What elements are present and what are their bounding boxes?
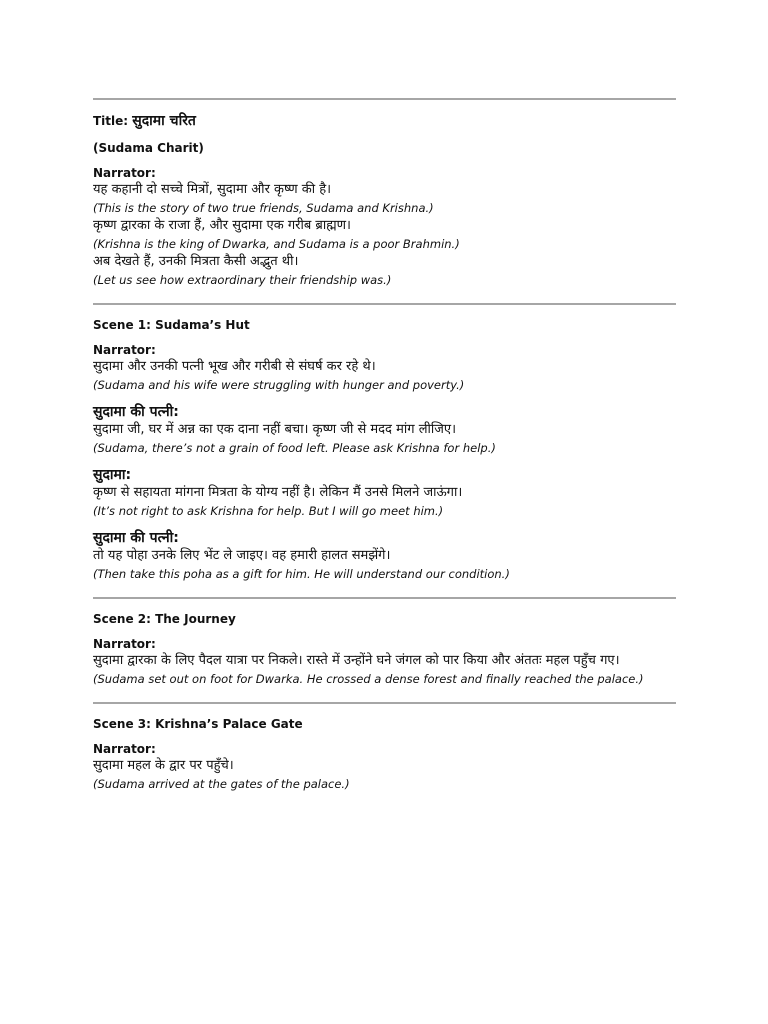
hindi-line: कृष्ण से सहायता मांगना मित्रता के योग्य नहीं है। लेकिन मैं उनसे मिलने जाऊंगा। xyxy=(93,485,463,500)
speaker-label: Narrator: xyxy=(93,742,156,756)
subtitle: (Sudama Charit) xyxy=(93,141,204,155)
english-translation: (Sudama set out on foot for Dwarka. He crossed a dense forest and finally reached the palace.) xyxy=(93,672,644,686)
hindi-line: अब देखते हैं, उनकी मित्रता कैसी अद्भुत थी। xyxy=(93,254,299,269)
scene-3-section xyxy=(93,704,676,807)
hindi-line: सुदामा और उनकी पत्नी भूख और गरीबी से संघर्ष कर रहे थे। xyxy=(93,359,376,374)
scene-1-section xyxy=(93,305,676,597)
document-title xyxy=(93,112,676,130)
hindi-line: यह कहानी दो सच्चे मित्रों, सुदामा और कृष्ण की है। xyxy=(93,182,332,197)
hindi-line: तो यह पोहा उनके लिए भेंट ले जाइए। वह हमारी हालत समझेंगे। xyxy=(93,548,391,563)
hindi-line: कृष्ण द्वारका के राजा हैं, और सुदामा एक गरीब ब्राह्मण। xyxy=(93,218,351,233)
title-label: Title: xyxy=(93,114,129,128)
scene-2-section xyxy=(93,599,676,702)
title-hindi: सुदामा चरित xyxy=(132,113,196,129)
speaker-label: सुदामा: xyxy=(93,467,132,483)
english-translation: (This is the story of two true friends, Sudama and Krishna.) xyxy=(93,201,434,215)
speaker-label: Narrator: xyxy=(93,637,156,651)
hindi-line: सुदामा महल के द्वार पर पहुँचे। xyxy=(93,758,234,773)
scene-heading: Scene 3: Krishna’s Palace Gate xyxy=(93,717,303,731)
english-translation: (Then take this poha as a gift for him. He will understand our condition.) xyxy=(93,567,510,581)
script-page xyxy=(93,98,676,807)
english-translation: (Let us see how extraordinary their friendship was.) xyxy=(93,273,392,287)
speaker-label: सुदामा की पत्नी: xyxy=(93,404,179,420)
english-translation: (Sudama, there’s not a grain of food left. Please ask Krishna for help.) xyxy=(93,441,496,455)
hindi-line: सुदामा जी, घर में अन्न का एक दाना नहीं बचा। कृष्ण जी से मदद मांग लीजिए। xyxy=(93,422,456,437)
scene-heading: Scene 2: The Journey xyxy=(93,612,236,626)
title-section xyxy=(93,100,676,303)
english-translation: (Sudama arrived at the gates of the palace.) xyxy=(93,777,350,791)
english-translation: (Krishna is the king of Dwarka, and Sudama is a poor Brahmin.) xyxy=(93,237,460,251)
speaker-label: सुदामा की पत्नी: xyxy=(93,530,179,546)
scene-heading: Scene 1: Sudama’s Hut xyxy=(93,318,250,332)
english-translation: (Sudama and his wife were struggling with hunger and poverty.) xyxy=(93,378,465,392)
speaker-label: Narrator: xyxy=(93,343,156,357)
hindi-line: सुदामा द्वारका के लिए पैदल यात्रा पर निकले। रास्ते में उन्होंने घने जंगल को पार किया और अंततः महल पहुँच गए। xyxy=(93,653,620,668)
speaker-label: Narrator: xyxy=(93,166,156,180)
english-translation: (It’s not right to ask Krishna for help. But I will go meet him.) xyxy=(93,504,444,518)
